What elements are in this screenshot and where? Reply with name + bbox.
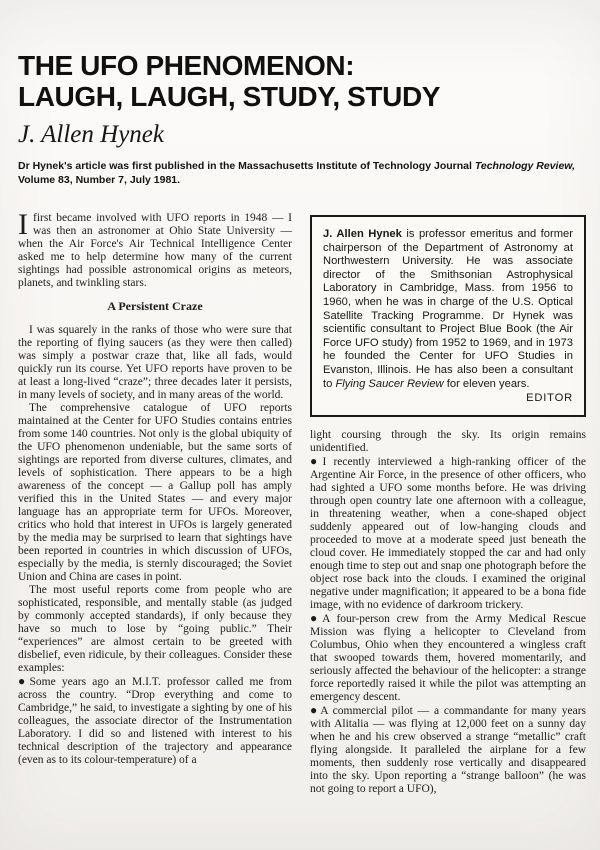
- example-item: [18, 675, 292, 767]
- body-paragraph: The comprehensive catalogue of UFO reports maintained at the Center for UFO Studies contains entries from some 140 countries. Not only is the global ubiquity of the UFO phenomenon undeniable, but the same sorts of sightings are reported from diverse cultures, climates, and levels of sophistication. There appears to be a high awareness of the concept — a Gallup poll has amply verified this in the United States — and every major language has an appropriate term for UFOs. Moreover, critics who hold that interest in UFOs is largely generated by the media may be surprised to learn that sightings have been reported in countries in which discussion of UFOs, especially by the media, is sternly discouraged; the Soviet Union and China are cases in point.: [18, 402, 292, 583]
- example-item: [310, 612, 586, 704]
- body-paragraph: The most useful reports come from people who are sophisticated, responsible, and mentally stable (as judged by commonly accepted standards), if only because they have so much to lose by “going public.” Their “experiences” are almost certain to be greeted with disbelief, even ridicule, by their colleagues. Consider these examples:: [18, 584, 292, 674]
- opening-paragraph: [18, 208, 292, 290]
- opening-paragraph-text: first became involved with UFO reports in 1948 — I was then an astronomer at Ohio State University — when the Air Force's Air Technical Intelligence Center asked me to help determine how many of the current sightings had possible astronomical origins as meteors, planets, and twinkling stars.: [18, 212, 292, 289]
- bio-journal-title: Flying Saucer Review: [335, 377, 444, 390]
- section-heading: A Persistent Craze: [107, 299, 203, 313]
- editor-signoff: EDITOR: [526, 392, 573, 405]
- bullet-icon: ●: [310, 453, 323, 468]
- bio-paragraph: [323, 228, 573, 391]
- author-bio-box: [310, 215, 586, 417]
- drop-cap: I: [18, 208, 28, 241]
- bio-tail-text: for eleven years.: [443, 377, 530, 390]
- bio-author-name: J. Allen Hynek: [323, 228, 402, 240]
- example-item: [310, 455, 586, 612]
- page-title: [18, 50, 586, 112]
- example-item-text: I recently interviewed a high-ranking officer of the Argentine Air Force, in the presence of other officers, who had sighted a UFO some months before. He was driving through open country late one afternoon with a colleague, in threatening weather, when a cone-shaped object suddenly appeared out of low-hanging clouds and proceeded to move at a moderate speed just beneath the cloud cover. He immediately stopped the car and had only enough time to step out and snap one photograph before the object rose back into the clouds. I examined the original negative under magnification; it appeared to be a bona fide image, with no evidence of darkroom trickery.: [310, 455, 587, 611]
- left-column: [18, 208, 293, 796]
- body-paragraph: I was squarely in the ranks of those who were sure that the reporting of flying saucers (as they were then called) was simply a postwar craze that, like all fads, would quickly run its course. Yet UFO reports have proven to be at least a long-lived “craze”; three decades later it persists, in many levels of society, and in many areas of the world.: [18, 324, 292, 401]
- continuation-paragraph: light coursing through the sky. Its origin remains unidentified.: [310, 428, 586, 454]
- right-column: [310, 212, 586, 796]
- title-line-1: THE UFO PHENOMENON:: [18, 50, 355, 81]
- bullet-icon: ●: [310, 610, 323, 625]
- author-name: J. Allen Hynek: [18, 121, 164, 148]
- article-header: [18, 50, 586, 187]
- example-item-text: A four-person crew from the Army Medical Rescue Mission was flying a helicopter to Cleveland from Columbus, Ohio when they encountered a wingless craft that swooped towards them, hovered momentarily, and seriously affected the behaviour of the helicopter: a strange force reportedly raised it while the pilot was attempting an emergency descent.: [310, 612, 587, 703]
- example-item-text: A commercial pilot — a commandante for many years with Alitalia — was flying at 12,000 feet on a sunny day when he and his crew observed a strange “metallic” craft flying alongside. It paralleled the airplane for a few moments, then suddenly rose vertically and disappeared into the sky. Upon reporting a “strange balloon” (he was not going to report a UFO),: [310, 704, 586, 795]
- bullet-icon: ●: [18, 674, 30, 688]
- bullet-icon: ●: [310, 702, 321, 717]
- byline-issue-info: Volume 83, Number 7, July 1981.: [18, 173, 181, 186]
- title-line-2: LAUGH, LAUGH, STUDY, STUDY: [18, 81, 441, 112]
- byline-journal-title: Technology Review,: [474, 160, 575, 172]
- bio-body-text: is professor emeritus and former chairperson of the Department of Astronomy at Northwestern University. He was associate director of the Smithsonian Astrophysical Laboratory in Cambridge, Mass. from 1956 to 1960, when he was in charge of the U.S. Optical Satellite Tracking Programme. Dr Hynek was scientific consultant to Project Blue Book (the Air Force UFO study) from 1952 to 1969, and in 1973 he founded the Center for UFO Studies in Evanston, Illinois. He has also been a consultant to: [323, 228, 573, 390]
- byline-text: Dr Hynek's article was first published in the Massachusetts Institute of Technology Journal: [18, 160, 475, 172]
- byline: [18, 160, 593, 187]
- example-item-text: Some years ago an M.I.T. professor called me from across the country. “Drop everything and come to Cambridge,” he said, to investigate a sighting by one of his colleagues, the associate director of the Instrumentation Laboratory. I did so and listened with interest to his technical description of the trajectory and appearance (even as to its colour-temperature) of a: [18, 676, 293, 766]
- article-body: [18, 208, 587, 796]
- example-item: [310, 704, 586, 796]
